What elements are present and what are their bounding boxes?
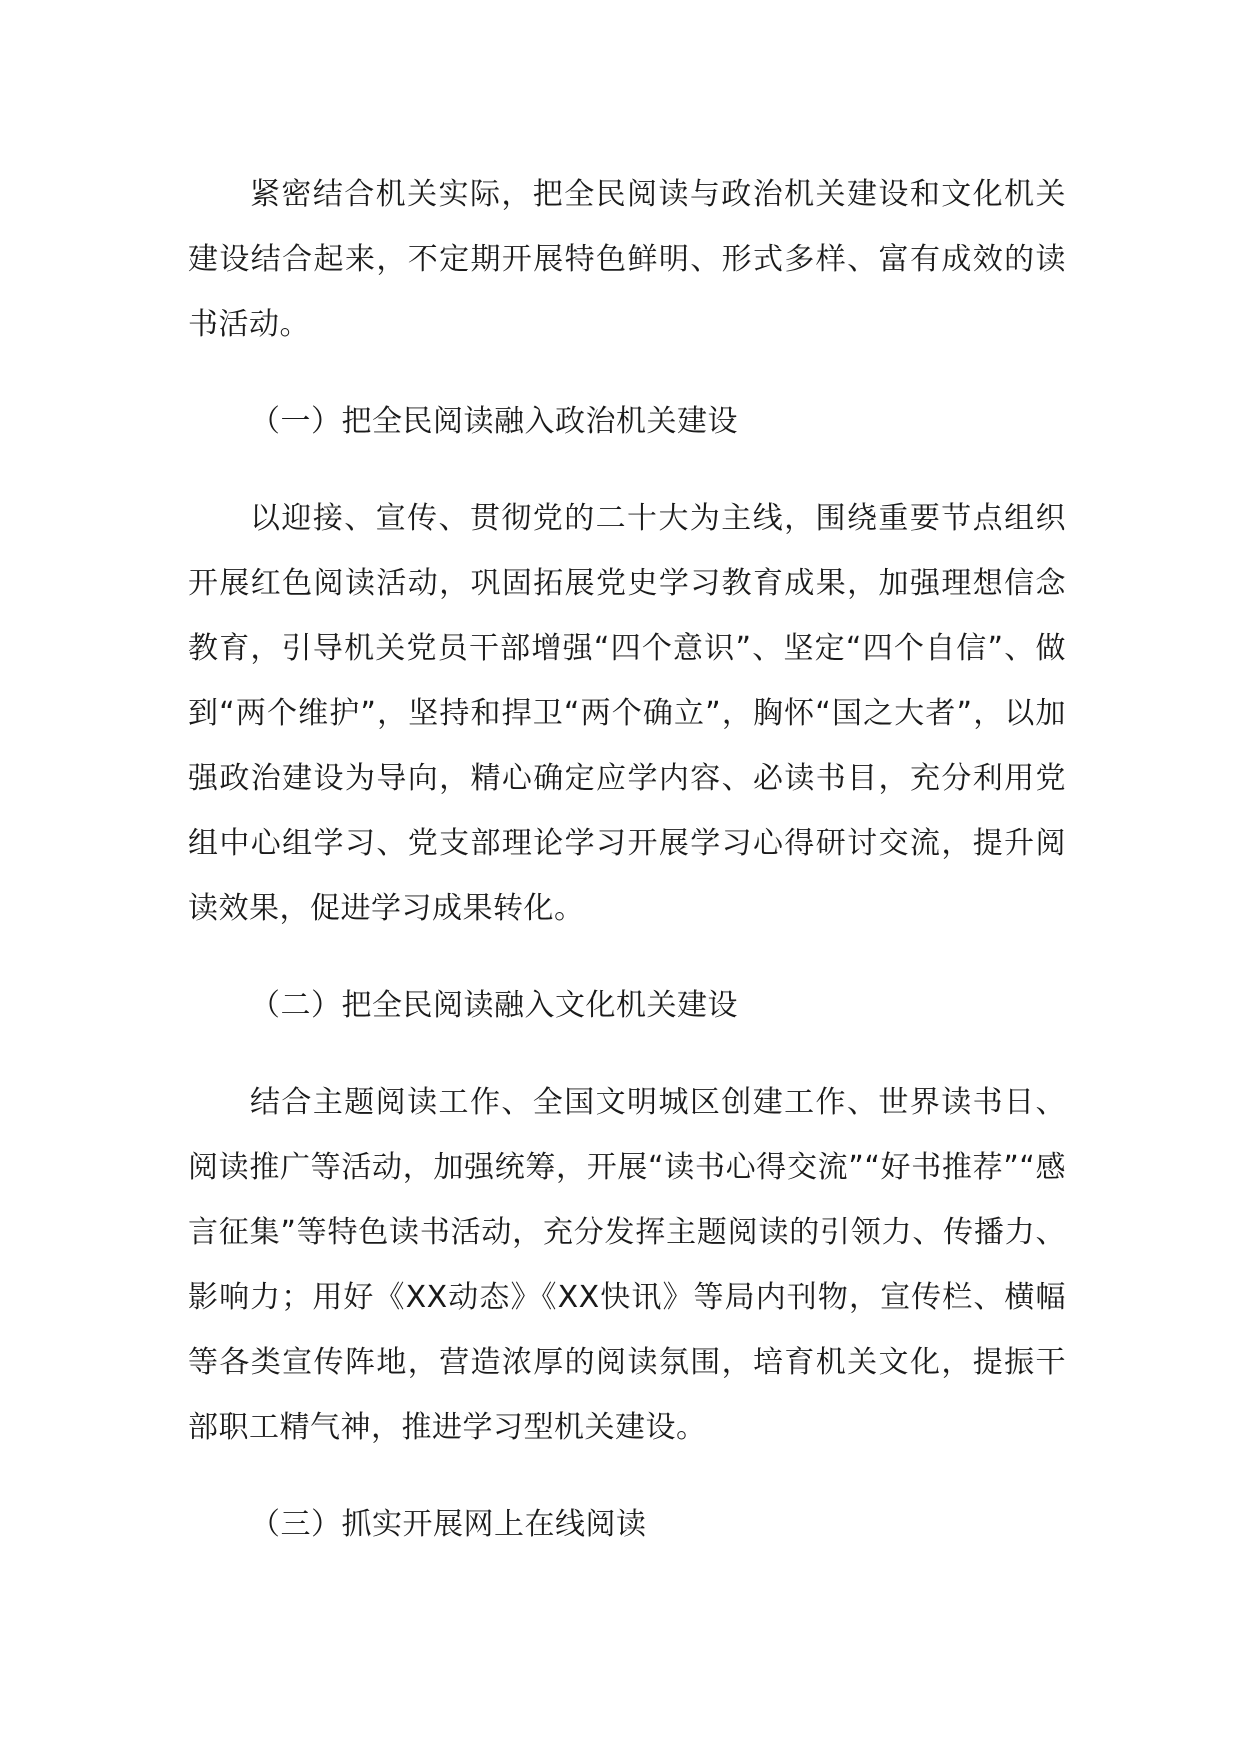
intro-paragraph: 紧密结合机关实际，把全民阅读与政治机关建设和文化机关建设结合起来，不定期开展特色鲜明、形式多样、富有成效的读书活动。 [188,177,1066,342]
section-heading-3: （三）抓实开展网上在线阅读 [250,1507,647,1542]
section-heading-2: （二）把全民阅读融入文化机关建设 [250,988,738,1023]
section-heading-1: （一）把全民阅读融入政治机关建设 [250,404,738,439]
document-body [188,162,1066,1589]
section-1-paragraph: 以迎接、宣传、贯彻党的二十大为主线，围绕重要节点组织开展红色阅读活动，巩固拓展党史学习教育成果，加强理想信念教育，引导机关党员干部增强“四个意识”、坚定“四个自信”、做到“两个维护”，坚持和捍卫“两个确立”，胸怀“国之大者”，以加强政治建设为导向，精心确定应学内容、必读书目，充分利用党组中心组学习、党支部理论学习开展学习心得研讨交流，提升阅读效果，促进学习成果转化。 [188,501,1066,926]
section-2-paragraph: 结合主题阅读工作、全国文明城区创建工作、世界读书日、阅读推广等活动，加强统筹，开展“读书心得交流”“好书推荐”“感言征集”等特色读书活动，充分发挥主题阅读的引领力、传播力、影响力；用好《XX动态》《XX快讯》等局内刊物，宣传栏、横幅等各类宣传阵地，营造浓厚的阅读氛围，培育机关文化，提振干部职工精气神，推进学习型机关建设。 [188,1085,1066,1445]
